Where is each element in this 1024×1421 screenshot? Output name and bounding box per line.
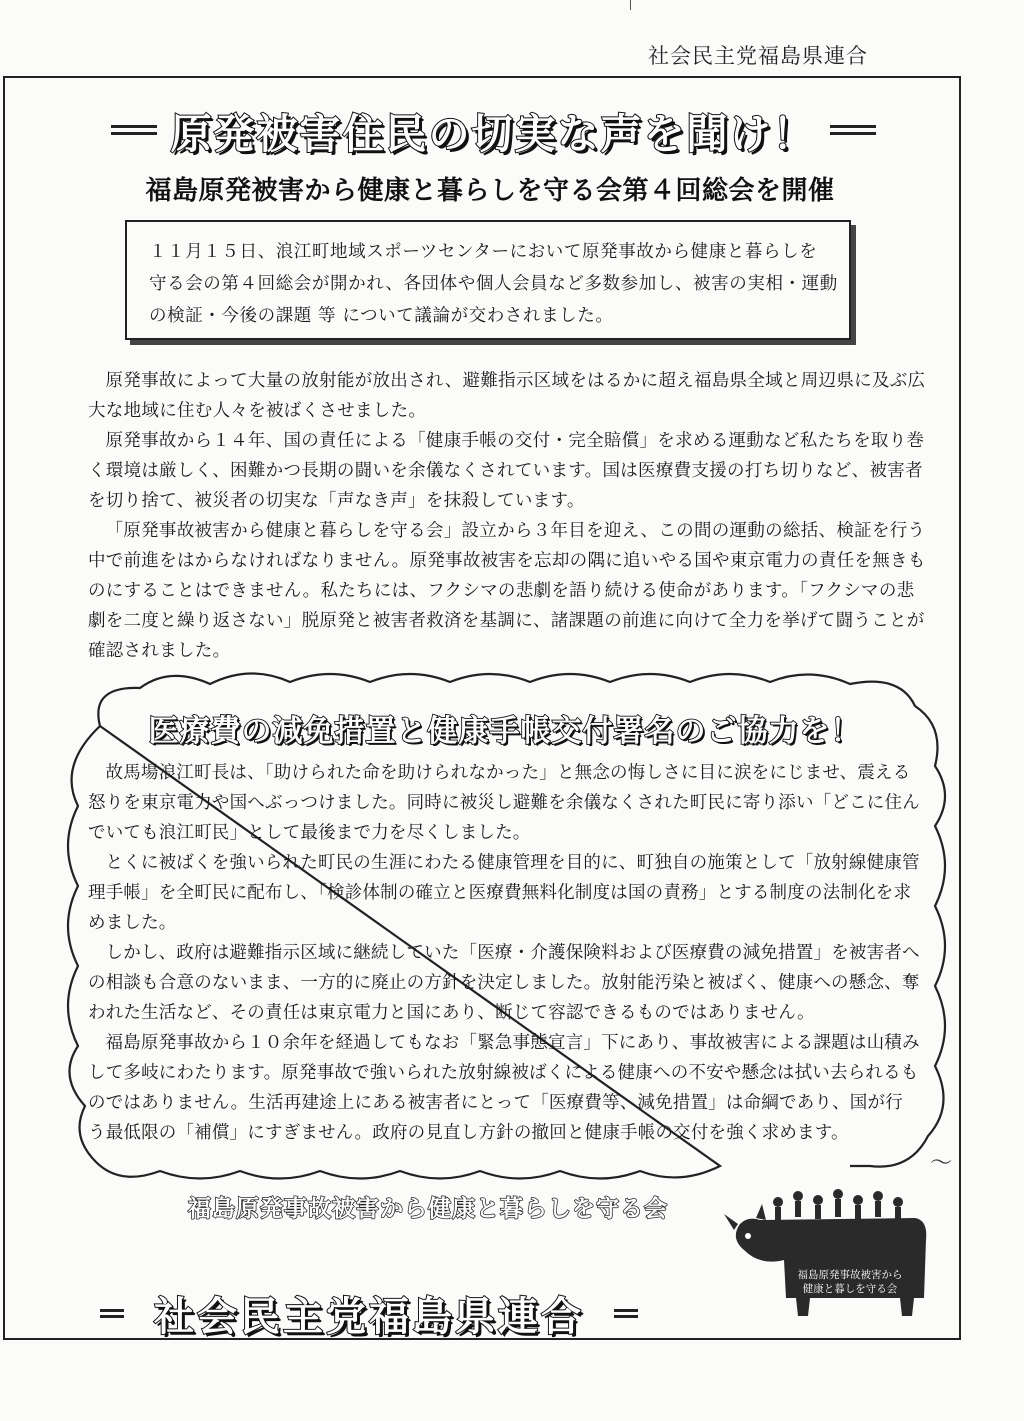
headline-text: 原発被害住民の切実な声を聞け！ xyxy=(170,109,816,158)
article-paragraph: 「原発事故被害から健康と暮らしを守る会」設立から３年目を迎え、この間の運動の総括、検証を行う中で前進をはからなければなりません。原発事故被害を忘却の隅に追いやる国や東京電力の責任を無きものにすることはできません。私たちには、フクシマの悲劇を語り続ける使命があります。「フクシマの悲劇を二度と繰り返さない」脱原発と被害者救済を基調に、諸課題の前進に向けて全力を挙げて闘うことが確認されました。 xyxy=(88,521,926,661)
mascot-caption-line: 健康と暮しを守る会 xyxy=(802,1283,898,1295)
association-name: 福島原発事故被害から健康と暮らしを守る会 xyxy=(188,1196,668,1222)
subtitle: 福島原発被害から健康と暮らしを守る会第４回総会を開催 xyxy=(145,176,835,206)
appeal-title: 医療費の減免措置と健康手帳交付署名のご協力を！ xyxy=(148,714,862,749)
headline-left-rule xyxy=(111,125,157,135)
summary-text xyxy=(149,236,839,332)
summary-box xyxy=(125,220,851,340)
appeal-paragraph: 故馬場浪江町長は、「助けられた命を助けられなかった」と無念の悔しさに目に涙をにじませ、震える怒りを東京電力や国へぶっつけました。同時に被災し避難を余儀なくされた町民に寄り添い「どこに住んでいても浪江町民」として最後まで力を尽くしました。 xyxy=(88,763,920,843)
article-body xyxy=(88,366,928,666)
party-footer-text: 社会民主党福島県連合 xyxy=(154,1294,584,1340)
bird-doodle-icon: 〜 xyxy=(930,1151,953,1176)
article-paragraph: 原発事故によって大量の放射能が放出され、避難指示区域をはるかに超え福島県全域と周辺県に及ぶ広大な地域に住む人々を被ばくさせました。 xyxy=(88,371,926,421)
article-paragraph: 原発事故から１４年、国の責任による「健康手帳の交付・完全賠償」を求める運動など私たちを取り巻く環境は厳しく、困難かつ長期の闘いを余儀なくされています。国は医療費支援の打ち切りなど、被害者を切り捨て、被災者の切実な「声なき声」を抹殺しています。 xyxy=(88,431,925,511)
footer-right-rule xyxy=(614,1309,638,1318)
mascot-caption-line: 福島原発事故被害から xyxy=(797,1269,903,1281)
fold-tick xyxy=(630,0,631,10)
appeal-body xyxy=(88,758,920,1148)
party-footer xyxy=(100,1285,660,1342)
cow-mascot-icon xyxy=(700,1180,940,1330)
summary-line: １１月１５日、浪江町地域スポーツセンターにおいて原発事故から健康と暮らしを xyxy=(149,242,818,262)
summary-line: の検証・今後の課題 等 について議論が交わされました。 xyxy=(149,306,614,326)
appeal-paragraph: とくに被ばくを強いられた町民の生涯にわたる健康管理を目的に、町独自の施策として「放射線健康管理手帳」を全町民に配布し、「検診体制の確立と医療費無料化制度は国の責務」とする制度の法制化を求めました。 xyxy=(88,853,920,933)
footer-left-rule xyxy=(100,1309,124,1318)
organization-header: 社会民主党福島県連合 xyxy=(648,44,868,68)
headline-right-rule xyxy=(830,125,876,135)
appeal-paragraph: しかし、政府は避難指示区域に継続していた「医療・介護保険料および医療費の減免措置」を被害者への相談も合意のないまま、一方的に廃止の方針を決定しました。放射能汚染と被ばく、健康への懸念、奪われた生活など、その責任は東京電力と国にあり、断じて容認できるものではありません。 xyxy=(88,943,920,1023)
appeal-paragraph: 福島原発事故から１０余年を経過してもなお「緊急事態宣言」下にあり、事故被害による課題は山積みして多岐にわたります。原発事故で強いられた放射線被ばくによる健康への不安や懸念は拭い去られるものではありません。生活再建途上にある被害者にとって「医療費等、減免措置」は命綱であり、国が行う最低限の「補償」にすぎません。政府の見直し方針の撤回と健康手帳の交付を強く求めます。 xyxy=(88,1033,920,1143)
mascot-caption xyxy=(780,1268,920,1296)
summary-line: 守る会の第４回総会が開かれ、各団体や個人会員など多数参加し、被害の実相・運動 xyxy=(149,274,838,294)
headline xyxy=(108,100,878,160)
